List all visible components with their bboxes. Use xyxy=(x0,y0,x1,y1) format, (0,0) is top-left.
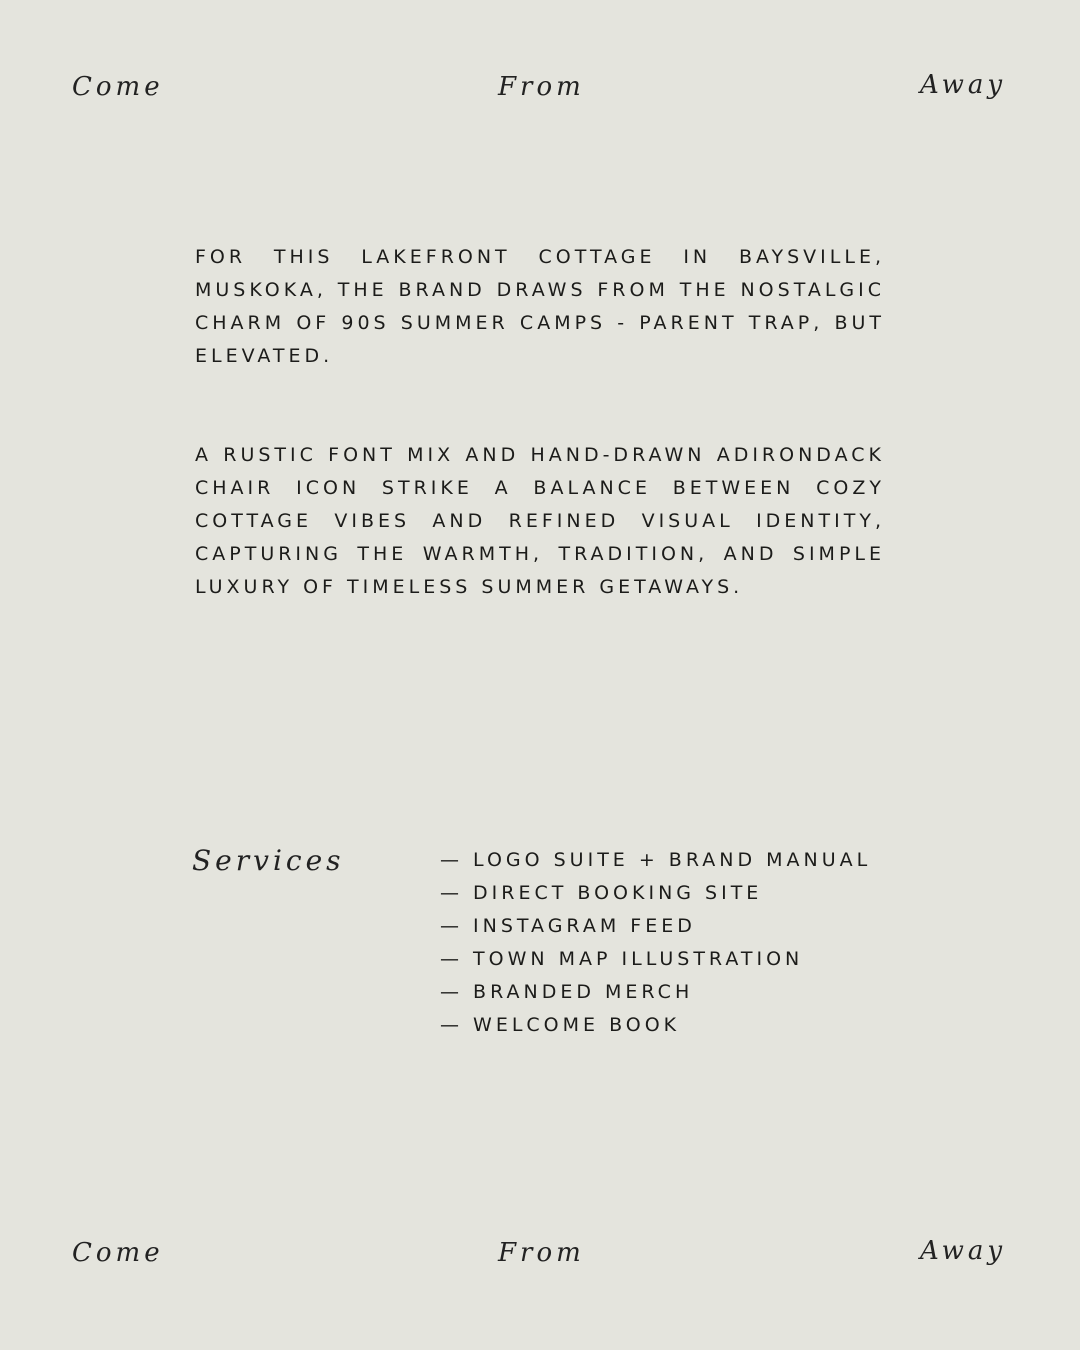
service-item: — INSTAGRAM FEED xyxy=(440,915,696,937)
service-item: — TOWN MAP ILLUSTRATION xyxy=(440,948,804,970)
footer-word-from: From xyxy=(498,1238,585,1268)
description-paragraph: A RUSTIC FONT MIX AND HAND-DRAWN ADIRONDACK CHAIR ICON STRIKE A BALANCE BETWEEN COZY COTTAGE VIBES AND REFINED VISUAL IDENTITY, CAPTURING THE WARMTH, TRADITION, AND SIMPLE LUXURY OF TIMELESS SUMMER GETAWAYS. xyxy=(195,444,885,598)
services-label: Services xyxy=(192,844,345,877)
header-word-from: From xyxy=(498,72,585,102)
service-item: — LOGO SUITE + BRAND MANUAL xyxy=(440,849,872,871)
service-item: — WELCOME BOOK xyxy=(440,1014,681,1036)
header-word-away: Away xyxy=(920,70,1007,100)
intro-paragraph: FOR THIS LAKEFRONT COTTAGE IN BAYSVILLE, MUSKOKA, THE BRAND DRAWS FROM THE NOSTALGIC CHARM OF 90S SUMMER CAMPS - PARENT TRAP, BUT ELEVATED. xyxy=(195,246,885,367)
services-list xyxy=(440,844,880,1042)
header-word-come: Come xyxy=(72,72,164,102)
footer-word-come: Come xyxy=(72,1238,164,1268)
service-item: — DIRECT BOOKING SITE xyxy=(440,882,763,904)
footer-word-away: Away xyxy=(920,1236,1007,1266)
service-item: — BRANDED MERCH xyxy=(440,981,694,1003)
